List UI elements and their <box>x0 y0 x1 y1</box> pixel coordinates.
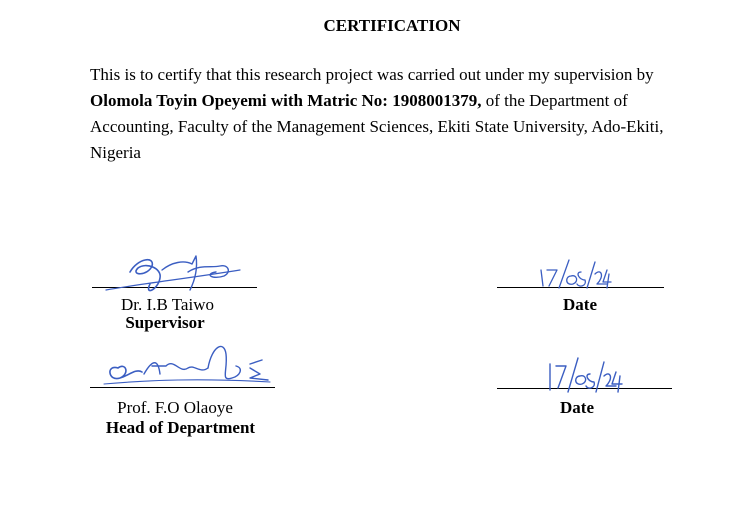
supervisor-date-handwritten <box>535 256 615 292</box>
student-details: Olomola Toyin Opeyemi with Matric No: 1908001379, <box>90 91 482 110</box>
hod-signature <box>100 338 275 396</box>
supervisor-name: Dr. I.B Taiwo <box>121 295 214 314</box>
hod-role: Head of Department <box>105 418 256 437</box>
hod-name: Prof. F.O Olaoye <box>117 398 233 417</box>
certification-rest: of the Department of Accounting, Faculty of the Management Sciences, Ekiti State University, Ado-Ekiti, Nigeria <box>90 91 664 162</box>
hod-date-label: Date <box>560 398 594 417</box>
page-title: CERTIFICATION <box>323 16 461 35</box>
supervisor-role: Supervisor <box>125 313 205 332</box>
certification-intro: This is to certify that this research project was carried out under my supervision by <box>90 65 654 84</box>
certification-paragraph <box>90 62 710 166</box>
supervisor-date-label: Date <box>563 295 597 314</box>
hod-date-handwritten <box>542 354 626 394</box>
